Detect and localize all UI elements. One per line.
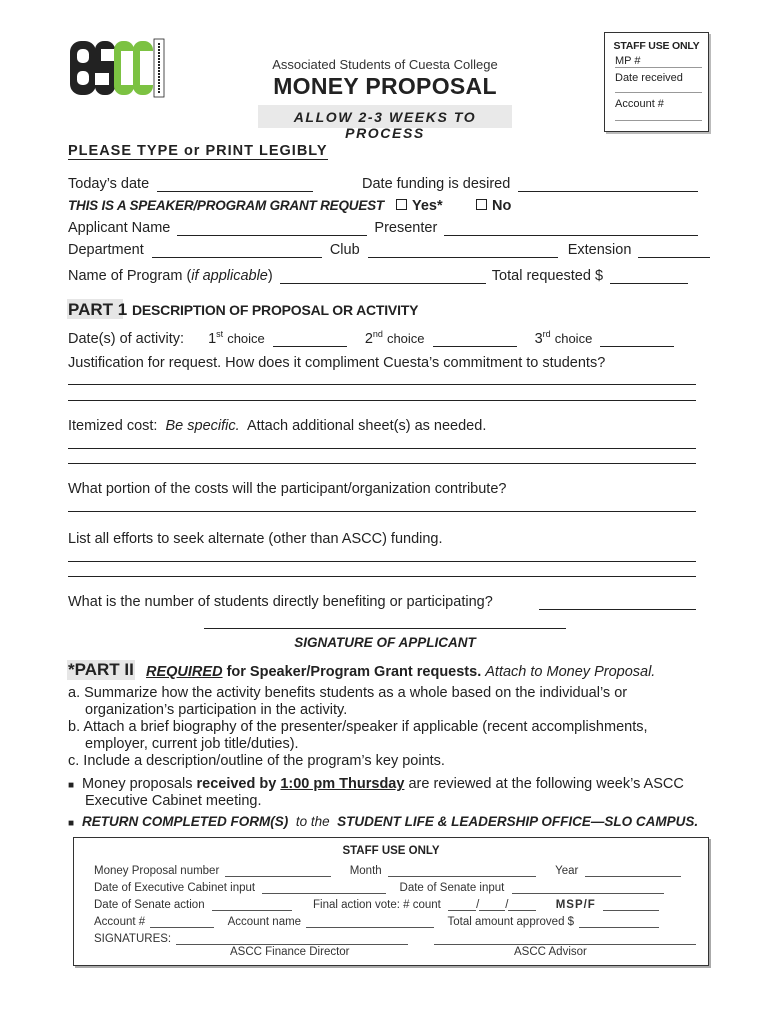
msp-field[interactable] bbox=[603, 910, 659, 911]
applicant-name-label: Applicant Name bbox=[68, 220, 171, 236]
mp-label: MP # bbox=[615, 55, 641, 67]
extension-field[interactable] bbox=[638, 257, 710, 258]
date-received-label: Date received bbox=[615, 72, 683, 84]
item-b-1: b. Attach a brief biography of the presenter/speaker if applicable (recent accomplishments, bbox=[68, 719, 648, 735]
row-funding bbox=[362, 176, 698, 192]
applicant-name-field[interactable] bbox=[177, 235, 367, 236]
third-choice-label: 3rd choice bbox=[534, 329, 593, 347]
first-choice-label: 1st choice bbox=[208, 329, 265, 347]
bullet-2: ■ RETURN COMPLETED FORM(S) to the STUDENT LIFE & LEADERSHIP OFFICE—SLO CAMPUS. bbox=[68, 814, 699, 829]
no-option[interactable] bbox=[476, 198, 511, 214]
extension-label: Extension bbox=[567, 242, 632, 258]
department-field[interactable] bbox=[152, 257, 322, 258]
efforts-line-2[interactable] bbox=[68, 576, 696, 577]
account-field[interactable] bbox=[615, 120, 702, 121]
students-field[interactable] bbox=[539, 609, 696, 610]
advisor-signature[interactable] bbox=[434, 944, 696, 945]
ascc-logo bbox=[68, 35, 166, 101]
no-checkbox[interactable] bbox=[476, 199, 487, 210]
total-approved-field[interactable] bbox=[579, 927, 659, 928]
bullet-icon: ■ bbox=[68, 818, 75, 829]
month-field[interactable] bbox=[388, 876, 536, 877]
signature-label: SIGNATURE OF APPLICANT bbox=[294, 635, 476, 650]
vote-count-s[interactable] bbox=[479, 910, 505, 911]
presenter-label: Presenter bbox=[374, 220, 438, 236]
row-dates bbox=[68, 176, 313, 192]
first-choice-field[interactable] bbox=[273, 346, 347, 347]
total-requested-field[interactable] bbox=[610, 283, 688, 284]
vote-count-p[interactable] bbox=[508, 910, 536, 911]
row-senate-action: Date of Senate action Final action vote: # count / / MSP/F bbox=[94, 899, 659, 911]
row-exec-date: Date of Executive Cabinet input Date of Senate input bbox=[94, 882, 664, 894]
itemized-label: Itemized cost: Be specific. Attach additional sheet(s) as needed. bbox=[68, 418, 487, 434]
speaker-question: THIS IS A SPEAKER/PROGRAM GRANT REQUEST bbox=[68, 198, 384, 213]
row-signatures: SIGNATURES: bbox=[94, 933, 696, 945]
row-activity-dates bbox=[68, 329, 674, 347]
account-no-field[interactable] bbox=[150, 927, 214, 928]
part1-title: DESCRIPTION OF PROPOSAL OR ACTIVITY bbox=[132, 302, 419, 318]
staff-use-heading: STAFF USE ONLY bbox=[613, 40, 700, 52]
portion-label: What portion of the costs will the participant/organization contribute? bbox=[68, 481, 507, 497]
staff-use-box-bottom bbox=[73, 837, 709, 966]
club-label: Club bbox=[329, 242, 360, 258]
item-b-2: employer, current job title/duties). bbox=[85, 736, 299, 752]
date-received-field[interactable] bbox=[615, 92, 702, 93]
bullet-icon: ■ bbox=[68, 780, 75, 791]
justification-line-2[interactable] bbox=[68, 400, 696, 401]
process-time: ALLOW 2-3 WEEKS TO PROCESS bbox=[293, 109, 477, 141]
advisor-label: ASCC Advisor bbox=[514, 946, 587, 958]
justification-line-1[interactable] bbox=[68, 384, 696, 385]
finance-director-label: ASCC Finance Director bbox=[230, 946, 350, 958]
signature-field[interactable] bbox=[204, 628, 566, 629]
second-choice-label: 2nd choice bbox=[364, 329, 425, 347]
program-name-end: ) bbox=[267, 268, 273, 284]
date-funding-field[interactable] bbox=[518, 191, 698, 192]
row-applicant bbox=[68, 220, 698, 236]
second-choice-field[interactable] bbox=[433, 346, 517, 347]
exec-date-field[interactable] bbox=[262, 893, 386, 894]
no-label: No bbox=[492, 198, 512, 214]
year-field[interactable] bbox=[585, 876, 681, 877]
part2-label: *PART II bbox=[68, 660, 134, 679]
org-name: Associated Students of Cuesta College bbox=[272, 57, 498, 72]
senate-action-field[interactable] bbox=[212, 910, 292, 911]
activity-dates-label: Date(s) of activity: bbox=[68, 330, 185, 347]
itemized-line-1[interactable] bbox=[68, 448, 696, 449]
portion-line[interactable] bbox=[68, 511, 696, 512]
date-funding-label: Date funding is desired bbox=[362, 176, 511, 192]
total-requested-label: Total requested $ bbox=[491, 268, 604, 284]
bottom-staff-heading: STAFF USE ONLY bbox=[342, 845, 440, 857]
program-name-label: Name of Program ( bbox=[68, 268, 192, 284]
itemized-line-2[interactable] bbox=[68, 463, 696, 464]
account-name-field[interactable] bbox=[306, 927, 434, 928]
row-program bbox=[68, 268, 688, 284]
todays-date-field[interactable] bbox=[157, 191, 313, 192]
proposal-number-field[interactable] bbox=[225, 876, 331, 877]
justification-label: Justification for request. How does it compliment Cuesta’s commitment to students? bbox=[68, 355, 606, 371]
presenter-field[interactable] bbox=[444, 235, 698, 236]
efforts-line-1[interactable] bbox=[68, 561, 696, 562]
todays-date-label: Today’s date bbox=[68, 176, 150, 192]
item-a-2: organization’s participation in the activity. bbox=[85, 702, 348, 718]
mp-field[interactable] bbox=[615, 67, 702, 68]
part2-heading: REQUIRED for Speaker/Program Grant requests. Attach to Money Proposal. bbox=[146, 664, 656, 680]
yes-checkbox[interactable] bbox=[396, 199, 407, 210]
yes-option[interactable] bbox=[396, 198, 443, 214]
students-label: What is the number of students directly benefiting or participating? bbox=[68, 594, 493, 610]
item-a-1: a. Summarize how the activity benefits students as a whole based on the individual’s or bbox=[68, 685, 628, 701]
club-field[interactable] bbox=[368, 257, 558, 258]
senate-input-field[interactable] bbox=[512, 893, 664, 894]
bullet-1-cont: Executive Cabinet meeting. bbox=[85, 793, 262, 809]
account-label: Account # bbox=[615, 98, 664, 110]
efforts-label: List all efforts to seek alternate (other than ASCC) funding. bbox=[68, 531, 443, 547]
row-proposal-number: Money Proposal number Month Year bbox=[94, 865, 681, 877]
program-name-italic: if applicable bbox=[191, 268, 268, 284]
print-legibly: PLEASE TYPE or PRINT LEGIBLY bbox=[68, 143, 328, 159]
item-c: c. Include a description/outline of the program’s key points. bbox=[68, 753, 445, 769]
third-choice-field[interactable] bbox=[600, 346, 674, 347]
finance-director-signature[interactable] bbox=[176, 944, 408, 945]
row-account: Account # Account name Total amount approved $ bbox=[94, 916, 659, 928]
part1-label: PART 1 bbox=[68, 300, 128, 319]
yes-label: Yes* bbox=[412, 198, 443, 214]
staff-use-box-top bbox=[604, 32, 709, 132]
row-department bbox=[68, 242, 710, 258]
bullet-1: ■ Money proposals received by 1:00 pm Thursday are reviewed at the following week’s ASCC bbox=[68, 776, 684, 792]
department-label: Department bbox=[68, 242, 144, 258]
form-title: MONEY PROPOSAL bbox=[273, 73, 497, 99]
vote-count-m[interactable] bbox=[448, 910, 476, 911]
program-name-field[interactable] bbox=[280, 283, 486, 284]
